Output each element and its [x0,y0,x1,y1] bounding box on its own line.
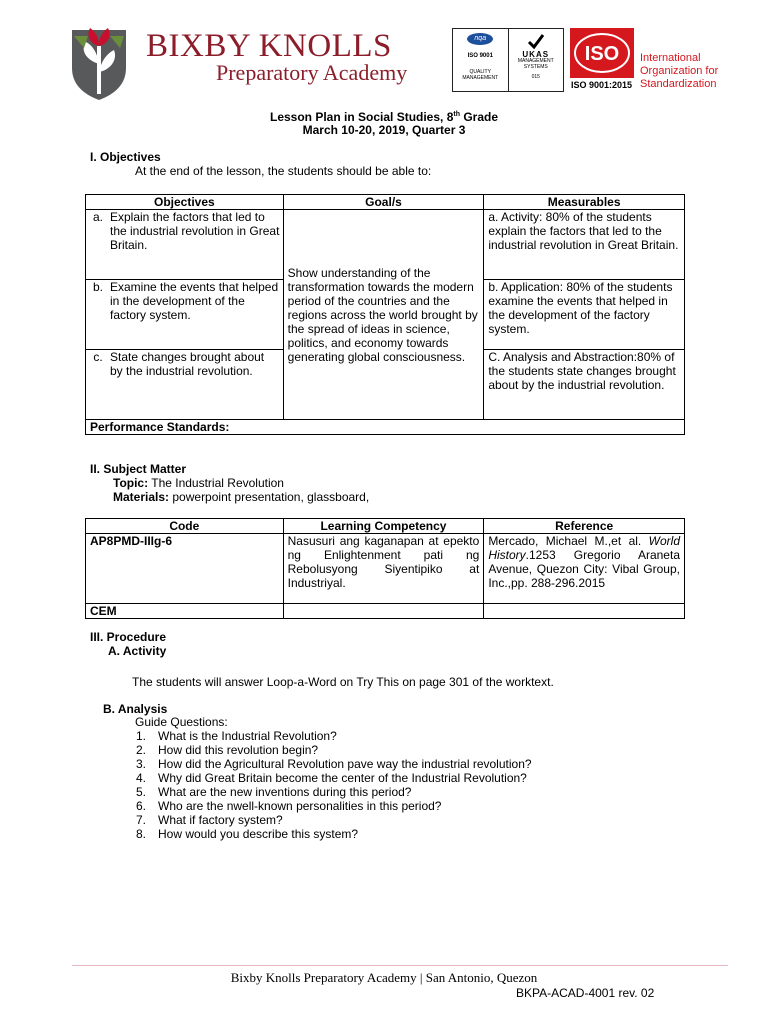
certification-badges [452,28,564,92]
measurable-cell [484,280,685,350]
list-item [136,799,532,813]
measurable-cell [484,210,685,280]
goal-cell [283,210,484,420]
objectives-heading: I. Objectives [90,150,161,164]
iso-org-line: Organization for [640,65,719,77]
reference-details: .1253 Gregorio Araneta Avenue, Quezon City: Vibal Group, Inc.,pp. 288-296.2015 [488,548,680,590]
footer-divider [72,965,728,966]
objectives-table [85,194,685,435]
list-number: 2. [136,743,147,757]
list-number: 7. [136,813,147,827]
reference-title: World History [488,534,680,562]
list-item [136,785,532,799]
table-row [86,210,685,280]
guide-questions-list [136,729,532,841]
list-marker: a. [92,210,103,224]
table-row [86,420,685,435]
question-text: Why did Great Britain become the center of the Industrial Revolution? [158,771,527,785]
nqa-iso-label: ISO 9001 [467,53,493,59]
question-text: What is the Industrial Revolution? [158,729,337,743]
cem-cell: CEM [86,604,284,619]
guide-questions-label: Guide Questions: [135,715,228,729]
procedure-heading: III. Procedure [90,630,167,644]
footer-address: Bixby Knolls Preparatory Academy | San Antonio, Quezon [230,970,538,985]
materials-line [113,490,369,504]
list-item [136,743,532,757]
list-number: 8. [136,827,147,841]
empty-cell [283,604,484,619]
iso-org-line: Standardization [640,78,717,90]
question-text: How did this revolution begin? [158,743,319,757]
iso-organization-name [640,52,718,91]
measurable-text: b. Application: 80% of the students examine the events that helped in the development of the factory system. [488,280,673,336]
table-row [86,604,685,619]
nqa-quality-label: QUALITY MANAGEMENT [462,69,499,81]
list-item [136,771,532,785]
list-item [136,757,532,771]
measurable-text: a. Activity: 80% of the students explain the factors that led to the industrial revolution in Great Britain. [488,210,679,252]
question-text: What are the new inventions during this period? [158,785,412,799]
question-text: How would you describe this system? [158,827,359,841]
table-row [86,534,685,604]
activity-text: The students will answer Loop-a-Word on Try This on page 301 of the worktext. [132,675,554,689]
competency-cell: Nasusuri ang kaganapan at epekto ng Enlightenment pati ng Rebolusyong Siyentipiko at Industriyal. [283,534,484,604]
iso-logo-text: ISO [584,43,620,65]
list-marker: c. [93,350,103,364]
objective-text: State changes brought about by the industrial revolution. [110,350,265,378]
objective-cell [86,350,284,420]
brand-name: BIXBY KNOLLS [146,28,392,64]
code-cell: AP8PMD-IIIg-6 [86,534,284,604]
goal-text: Show understanding of the transformation towards the modern period of the countries and the regions across the world brought by the spread of ideas in science, politics, and economy towards generating global consciousness. [287,265,478,364]
nqa-badge [453,29,508,91]
ukas-logo: UKAS [522,50,550,59]
objectives-intro: At the end of the lesson, the students should be able to: [135,164,432,178]
question-text: What if factory system? [158,813,283,827]
iso-org-line: International [640,52,701,64]
measurable-text: C. Analysis and Abstraction:80% of the students state changes brought about by the industrial revolution. [488,350,676,392]
column-header: Goal/s [283,195,484,210]
brand-subtitle: Preparatory Academy [216,60,408,85]
reference-authors: Mercado, Michael M.,et al. [488,534,642,548]
objective-cell [86,280,284,350]
reference-cell [484,534,685,604]
title-suffix: Grade [459,110,498,124]
list-item [136,827,532,841]
activity-heading: A. Activity [108,644,167,658]
list-item [136,729,532,743]
topic-line [113,476,284,490]
question-text: Who are the nwell-known personalities in this period? [158,799,442,813]
objective-cell [86,210,284,280]
objective-text: Examine the events that helped in the development of the factory system. [110,280,279,322]
materials-label: Materials: [113,490,170,504]
title-text: Lesson Plan in Social Studies, 8 [269,110,454,124]
question-text: How did the Agricultural Revolution pave way the industrial revolution? [158,757,532,771]
column-header: Code [86,519,284,534]
list-marker: b. [92,280,103,294]
measurable-cell [484,350,685,420]
objective-text: Explain the factors that led to the industrial revolution in Great Britain. [110,210,280,252]
column-header: Reference [484,519,685,534]
performance-standards-label: Performance Standards: [86,420,685,435]
document-code: BKPA-ACAD-4001 rev. 02 [516,986,655,1000]
iso-caption: ISO 9001:2015 [571,80,633,90]
page-subtitle: March 10-20, 2019, Quarter 3 [302,123,466,137]
list-item [136,813,532,827]
school-shield-logo [66,16,132,102]
column-header: Objectives [86,195,284,210]
ukas-label: MANAGEMENT SYSTEMS [517,58,554,70]
subject-matter-heading: II. Subject Matter [90,462,187,476]
column-header: Measurables [484,195,685,210]
iso-logo [570,28,634,78]
list-number: 3. [136,757,147,771]
column-header: Learning Competency [283,519,484,534]
page-title [0,110,768,124]
empty-cell [484,604,685,619]
list-number: 6. [136,799,147,813]
topic-value: The Industrial Revolution [151,476,284,490]
title-superscript: th [453,111,460,118]
list-number: 5. [136,785,147,799]
list-number: 1. [136,729,147,743]
list-number: 4. [136,771,147,785]
competency-table [85,518,685,619]
nqa-logo: nqa [467,33,493,45]
ukas-badge [508,29,564,91]
materials-value: powerpoint presentation, glassboard, [172,490,370,504]
crown-tick-icon [527,33,545,49]
topic-label: Topic: [113,476,149,490]
analysis-heading: B. Analysis [103,702,168,716]
ukas-code: 015 [531,74,540,80]
